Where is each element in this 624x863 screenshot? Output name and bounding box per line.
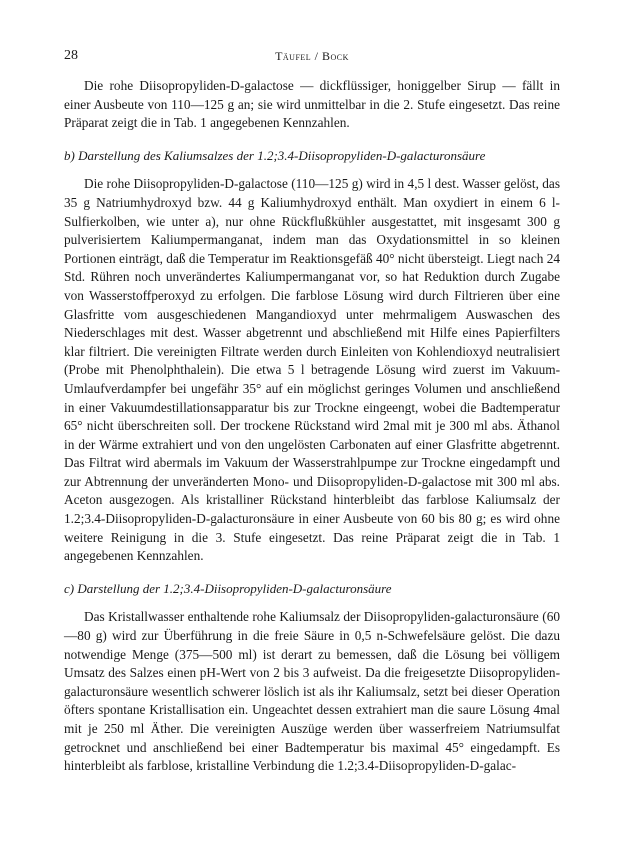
page-header [64,48,560,66]
running-head: Täufel / Bock [275,49,349,63]
section-heading-b: b) Darstellung des Kaliumsalzes der 1.2;3.4-Diisopropyliden-D-galacturonsäure [64,147,486,163]
section-heading-c: c) Darstellung der 1.2;3.4-Diisopropyliden-D-galacturonsäure [64,580,392,596]
paragraph-section-b: Die rohe Diisopropyliden-D-galactose (110—125 g) wird in 4,5 l dest. Wasser gelöst, das 35 g Natriumhydroxyd bzw. 44 g Kaliumhydroxyd enthält. Man oxydiert in einem 6 l-Sulfierkolben, wie unter a), nur ohne Rückflußkühler ausgestattet, mit insgesamt 300 g pulverisiertem Kaliumpermanganat, indem man das Oxydationsmittel in so kleinen Portionen einträgt, daß die Temperatur im Reaktionsgefäß 40° nicht übersteigt. Liegt nach 24 Std. Rühren noch unverändertes Kaliumpermanganat vor, so hat Reduktion durch Zugabe von Wasserstoffperoxyd zu erfolgen. Die farblose Lösung wird durch Filtrieren über eine Glasfritte vom ausgeschiedenen Mangandioxyd unter mehrmaligem Auswaschen des Niederschlages mit dest. Wasser abgetrennt und abschließend mit Hilfe eines Papierfilters klar filtriert. Die vereinigten Filtrate werden durch Einleiten von Kohlendioxyd neutralisiert (Probe mit Phenolphthalein). Die etwa 5 l betragende Lösung wird zuerst im Vakuum-Umlaufverdampfer bei ungefähr 35° auf ein möglichst geringes Volumen und anschließend in einer Vakuumdestillationsapparatur bis zur Trockne eingeengt, wobei die Badtemperatur 65° nicht überschreiten soll. Der trockene Rückstand wird 2mal mit je 300 ml abs. Äthanol in der Wärme extrahiert und von den ungelösten Carbonaten auf einer Glasfritte abgetrennt. Das Filtrat wird abermals im Vakuum der Wasserstrahlpumpe zur Trockne eingedampft und zur Abtrennung der unveränderten Mono- und Diisopropyliden-D-galactose mit 300 ml abs. Aceton ausgezogen. Als kristalliner Rückstand hinterbleibt das farblose Kaliumsalz der 1.2;3.4-Diisopropyliden-D-galacturonsäure in einer Ausbeute von 60 bis 80 g; es wird ohne weitere Reinigung in die 3. Stufe eingesetzt. Das reine Präparat zeigt die in Tab. 1 angegebenen Kennzahlen. [64,176,560,564]
paragraph-section-c: Das Kristallwasser enthaltende rohe Kaliumsalz der Diisopropyliden-galacturonsäure (60—80 g) wird zur Überführung in die freie Säure in 0,5 n-Schwefelsäure gelöst. Die dazu notwendige Menge (375—500 ml) ist derart zu bemessen, daß die Lösung bei völligem Umsatz des Salzes einen pH-Wert von 2 bis 3 aufweist. Da die freigesetzte Diisopropyliden-galacturonsäure wesentlich schwerer löslich ist als ihr Kaliumsalz, setzt bei dieser Operation öfters spontane Kristallisation ein. Ungeachtet dessen extrahiert man die saure Lösung 4mal mit je 250 ml Äther. Die vereinigten Auszüge werden über wasserfreiem Natriumsulfat getrocknet und anschließend bei einer Badtemperatur bis maximal 45° eingedampft. Es hinterbleibt als farblose, kristalline Verbindung die 1.2;3.4-Diisopropyliden-D-galac- [64,609,560,774]
paragraph-intro: Die rohe Diisopropyliden-D-galactose — dickflüssiger, honiggelber Sirup — fällt in einer Ausbeute von 110—125 g an; sie wird unmittelbar in die 2. Stufe eingesetzt. Das reine Präparat zeigt die in Tab. 1 angegebenen Kennzahlen. [64,78,560,131]
body-text [64,77,560,776]
page-number: 28 [64,48,78,63]
